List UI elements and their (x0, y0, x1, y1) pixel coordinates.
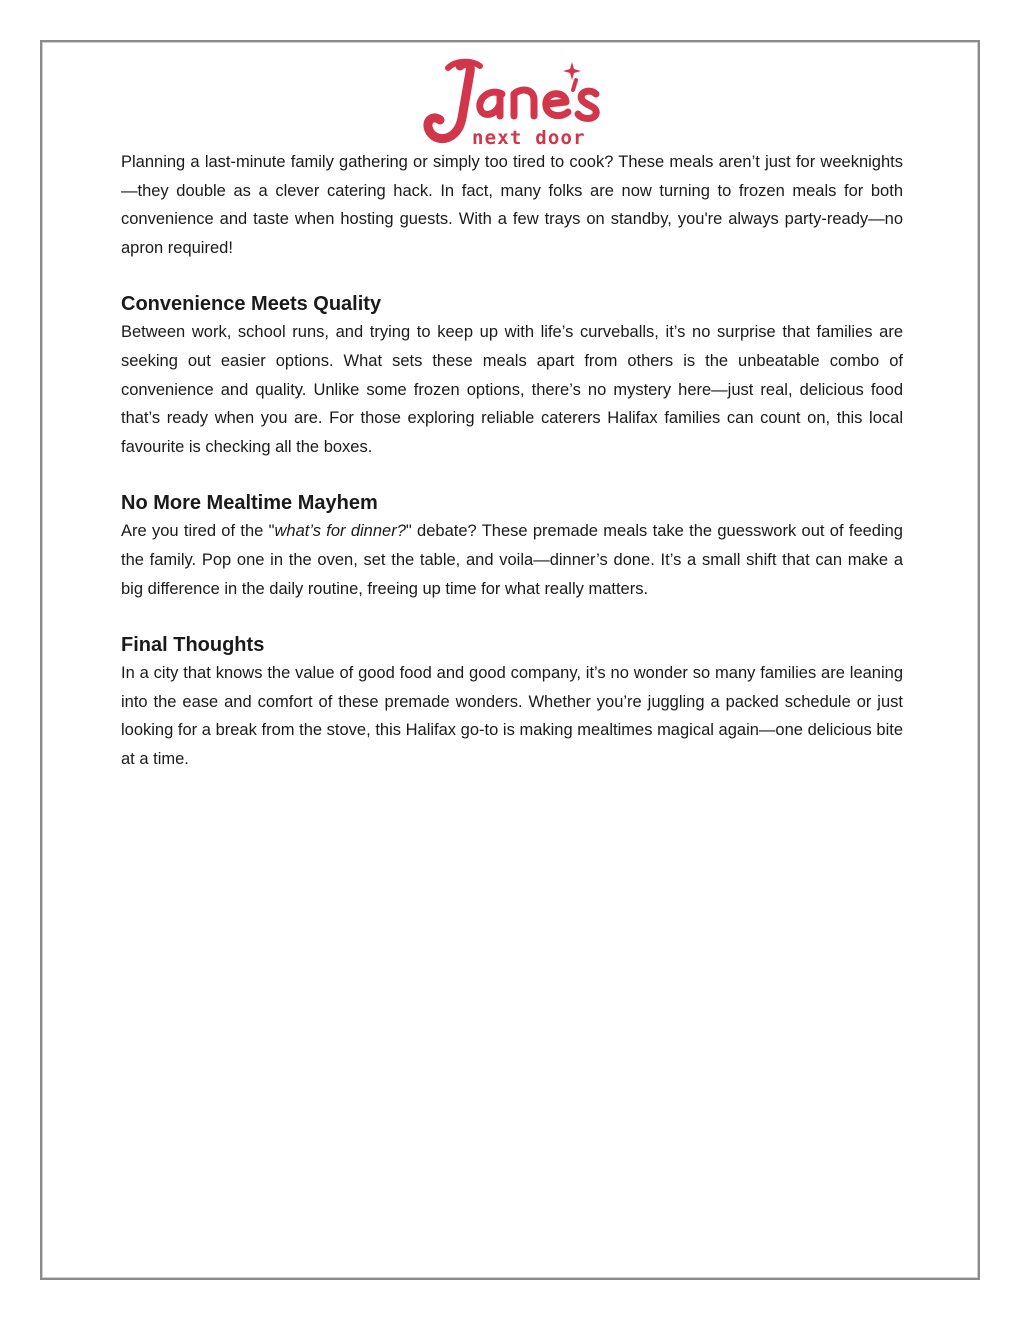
section-body-final: In a city that knows the value of good food and good company, it’s no wonder so many families are leaning into the ease and comfort of these premade wonders. Whether you’re juggling a packed schedule or just looking for a break from the stove, this Halifax go-to is making mealtimes magical again—one delicious bite at a time. (121, 664, 903, 768)
brand-logo (420, 58, 610, 152)
section-heading-mayhem: No More Mealtime Mayhem (121, 492, 378, 515)
mayhem-text-start: Are you tired of the " (121, 522, 275, 541)
document-body (121, 148, 903, 774)
intro-paragraph: Planning a last-minute family gathering or simply too tired to cook? These meals aren’t just for weeknights—they double as a clever catering hack. In fact, many folks are now turning to frozen meals for both convenience and taste when hosting guests. With a few trays on standby, you're always party-ready—no apron required! (121, 153, 903, 257)
brand-tagline: next door (472, 127, 586, 149)
section-body-convenience: Between work, school runs, and trying to keep up with life’s curveballs, it’s no surprise that families are seeking out easier options. What sets these meals apart from others is the unbeatable combo of convenience and quality. Unlike some frozen options, there’s no mystery here—just real, delicious food that’s ready when you are. For those exploring reliable caterers Halifax families can count on, this local favourite is checking all the boxes. (121, 323, 903, 456)
section-heading-convenience: Convenience Meets Quality (121, 293, 382, 316)
section-body-mayhem (121, 517, 903, 603)
section-heading-final: Final Thoughts (121, 634, 265, 657)
mayhem-text-end: " debate? These premade meals take the guesswork out of feeding the family. Pop one in the oven, set the table, and voila—dinner’s done. It’s a small shift that can make a big difference in the daily routine, freeing up time for what really matters. (121, 522, 903, 598)
mayhem-text-italic: what’s for dinner? (274, 522, 406, 541)
